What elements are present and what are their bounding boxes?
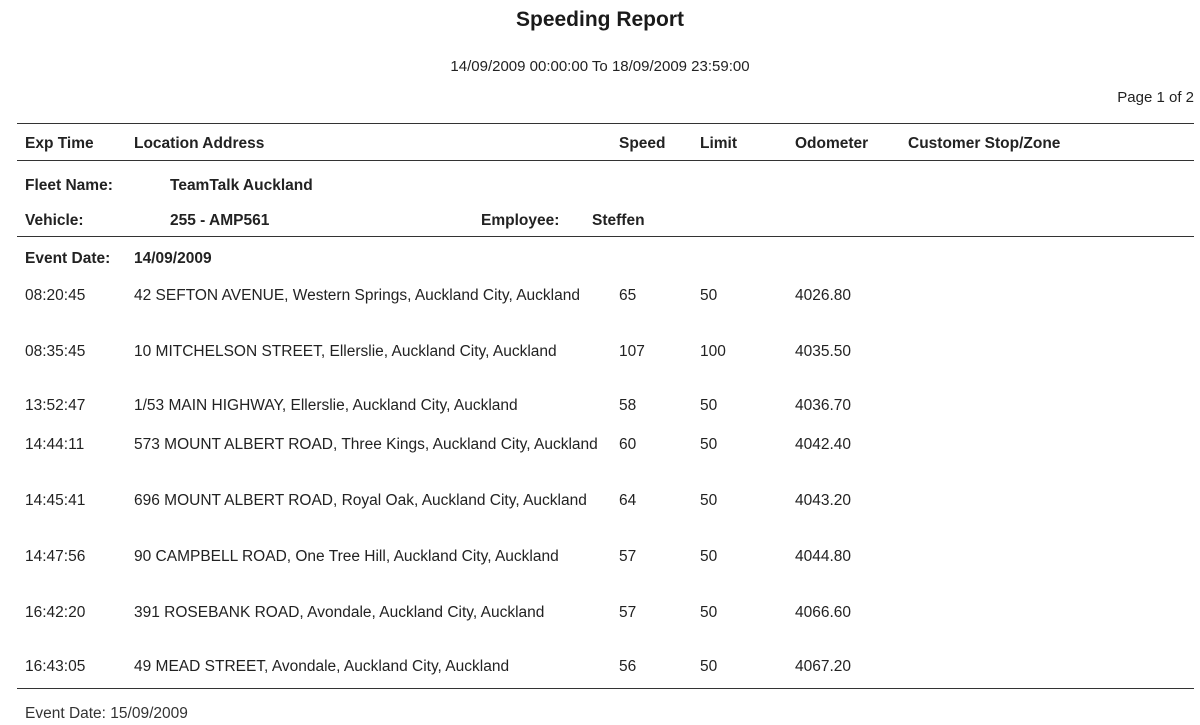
page-number: Page 1 of 2 [1117, 89, 1194, 106]
exp-time-cell: 14:45:41 [25, 492, 86, 509]
group-rule [17, 236, 1194, 237]
table-row [0, 655, 1200, 703]
location-address-cell: 1/53 MAIN HIGHWAY, Ellerslie, Auckland City, Auckland [134, 397, 518, 414]
report-date-range: 14/09/2009 00:00:00 To 18/09/2009 23:59:00 [450, 58, 750, 75]
column-header-speed: Speed [619, 135, 666, 152]
limit-cell: 100 [700, 343, 726, 360]
table-row [0, 545, 1200, 593]
odometer-cell: 4044.80 [795, 548, 852, 565]
table-row [0, 489, 1200, 537]
location-address-cell: 42 SEFTON AVENUE, Western Springs, Auckland City, Auckland [134, 287, 580, 304]
limit-cell: 50 [700, 604, 718, 621]
limit-cell: 50 [700, 397, 718, 414]
odometer-cell: 4066.60 [795, 604, 852, 621]
exp-time-cell: 14:44:11 [25, 436, 85, 453]
table-row [0, 601, 1200, 649]
exp-time-cell: 13:52:47 [25, 397, 86, 414]
odometer-cell: 4035.50 [795, 343, 852, 360]
speed-cell: 64 [619, 492, 637, 509]
column-header-limit: Limit [700, 135, 738, 152]
table-row [0, 284, 1200, 332]
vehicle-value: 255 - AMP561 [170, 212, 270, 229]
limit-cell: 50 [700, 492, 718, 509]
table-row [0, 340, 1200, 388]
location-address-cell: 391 ROSEBANK ROAD, Avondale, Auckland City, Auckland [134, 604, 545, 621]
odometer-cell: 4042.40 [795, 436, 852, 453]
speed-cell: 58 [619, 397, 637, 414]
exp-time-cell: 16:42:20 [25, 604, 86, 621]
limit-cell: 50 [700, 658, 718, 675]
exp-time-cell: 08:35:45 [25, 343, 86, 360]
limit-cell: 50 [700, 548, 718, 565]
exp-time-cell: 08:20:45 [25, 287, 86, 304]
limit-cell: 50 [700, 436, 718, 453]
location-address-cell: 573 MOUNT ALBERT ROAD, Three Kings, Auckland City, Auckland [134, 436, 598, 453]
event-date-label: Event Date: [25, 250, 111, 267]
speed-cell: 57 [619, 604, 637, 621]
location-address-cell: 49 MEAD STREET, Avondale, Auckland City, Auckland [134, 658, 510, 675]
column-header-odometer: Odometer [795, 135, 869, 152]
table-bottom-rule [17, 688, 1194, 689]
odometer-cell: 4036.70 [795, 397, 852, 414]
speed-cell: 107 [619, 343, 645, 360]
employee-value: Steffen [592, 212, 645, 229]
exp-time-cell: 14:47:56 [25, 548, 86, 565]
column-header-exp-time: Exp Time [25, 135, 94, 152]
location-address-cell: 696 MOUNT ALBERT ROAD, Royal Oak, Auckland City, Auckland [134, 492, 587, 509]
column-header-customer-stop-zone: Customer Stop/Zone [908, 135, 1061, 152]
report-title: Speeding Report [515, 8, 684, 31]
column-header-location: Location Address [134, 135, 265, 152]
speed-cell: 65 [619, 287, 637, 304]
speed-cell: 60 [619, 436, 637, 453]
header-bottom-rule [17, 160, 1194, 161]
employee-label: Employee: [481, 212, 560, 229]
fleet-name-label: Fleet Name: [25, 177, 113, 194]
limit-cell: 50 [700, 287, 718, 304]
fleet-name-value: TeamTalk Auckland [170, 177, 313, 194]
header-top-rule [17, 123, 1194, 124]
odometer-cell: 4067.20 [795, 658, 852, 675]
speed-cell: 56 [619, 658, 637, 675]
location-address-cell: 10 MITCHELSON STREET, Ellerslie, Auckland City, Auckland [134, 343, 557, 360]
table-row [0, 433, 1200, 481]
vehicle-label: Vehicle: [25, 212, 84, 229]
next-event-date-cutoff: Event Date: 15/09/2009 [25, 705, 188, 722]
exp-time-cell: 16:43:05 [25, 658, 86, 675]
speed-cell: 57 [619, 548, 637, 565]
odometer-cell: 4026.80 [795, 287, 852, 304]
event-date-value: 14/09/2009 [134, 250, 212, 267]
location-address-cell: 90 CAMPBELL ROAD, One Tree Hill, Auckland City, Auckland [134, 548, 559, 565]
odometer-cell: 4043.20 [795, 492, 852, 509]
